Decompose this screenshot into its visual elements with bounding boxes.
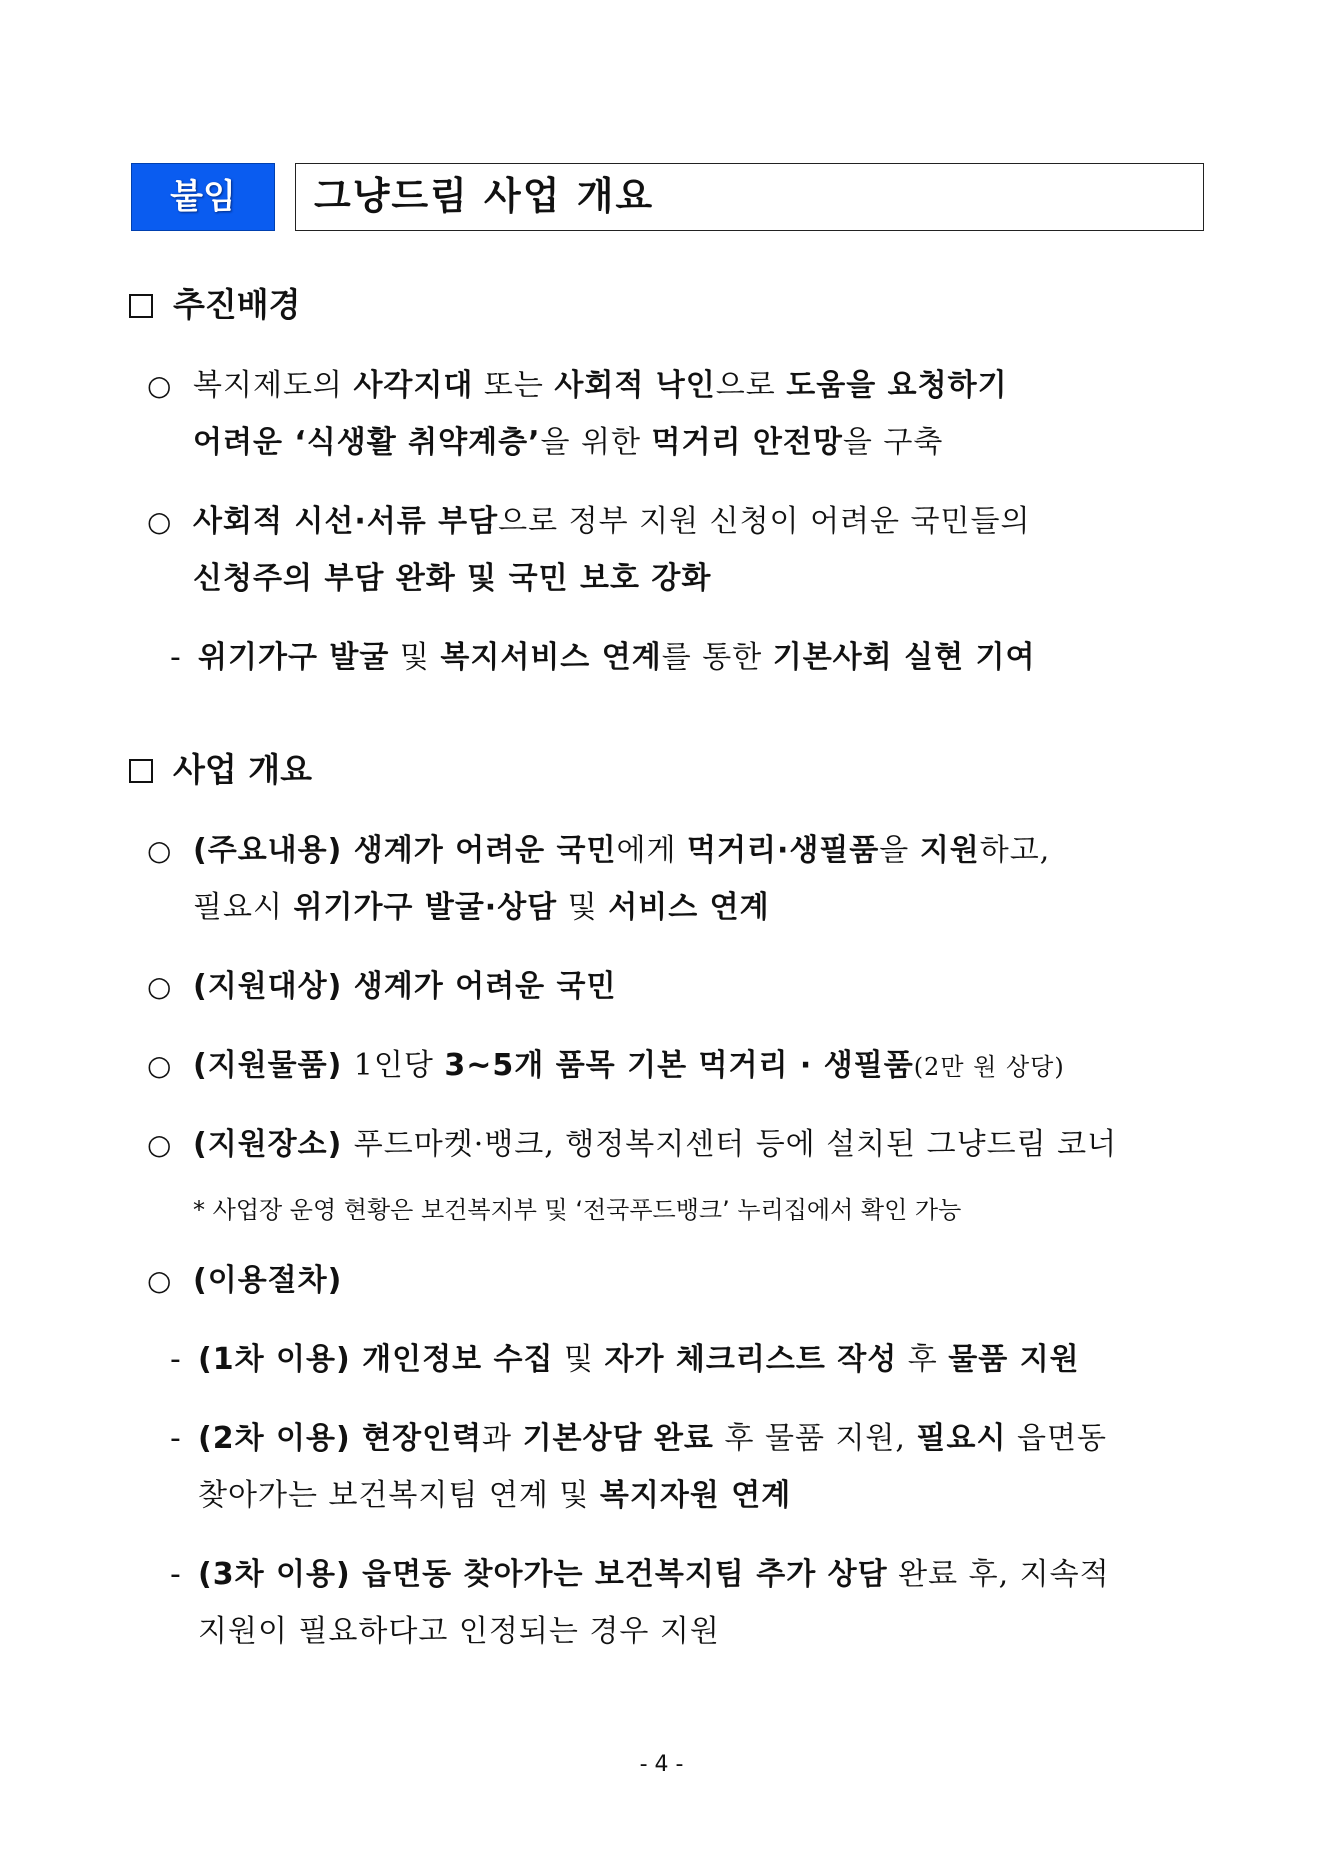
section-heading-background <box>129 285 301 325</box>
text: 를 통한 <box>661 640 773 675</box>
text: 후 <box>897 1342 949 1377</box>
text-bold: 사각지대 <box>353 368 474 403</box>
footnote: * 사업장 운영 현황은 보건복지부 및 ‘전국푸드뱅크’ 누리집에서 확인 가능 <box>193 1196 962 1224</box>
section-heading-overview <box>129 750 312 790</box>
square-bullet-icon <box>129 759 153 783</box>
text-bold: 기본상담 완료 <box>522 1421 714 1456</box>
paragraph-line <box>170 1340 1080 1380</box>
paragraph-line <box>170 1555 1110 1595</box>
text-bold: 서비스 연계 <box>608 890 770 925</box>
text-bold: 물품 지원 <box>948 1342 1080 1377</box>
text-bold: 도움을 요청하기 <box>786 368 1008 403</box>
paragraph-line <box>147 502 1030 542</box>
text-bold: (지원대상) 생계가 어려운 국민 <box>193 969 617 1004</box>
text-bold: (이용절차) <box>193 1263 343 1298</box>
text-bold: 위기가구 발굴·상담 <box>293 890 558 925</box>
paragraph-line <box>147 967 617 1007</box>
dash-bullet: - <box>170 1342 182 1377</box>
paragraph-line <box>170 638 1035 678</box>
dash-bullet: - <box>170 1557 182 1592</box>
paragraph-line <box>147 366 1008 406</box>
circle-bullet-icon: ○ <box>147 1128 173 1161</box>
text-bold: (지원물품) <box>193 1048 354 1083</box>
text: 을 구축 <box>842 425 944 460</box>
text: 완료 후, 지속적 <box>887 1557 1110 1592</box>
text: 필요시 <box>193 890 294 925</box>
paragraph-line <box>147 1125 1117 1165</box>
section-title: 사업 개요 <box>173 750 313 789</box>
text: 과 <box>482 1421 523 1456</box>
text-bold: (지원장소) <box>193 1127 354 1162</box>
circle-bullet-icon: ○ <box>147 1049 173 1082</box>
text: 1인당 <box>353 1048 445 1083</box>
page-title: 그냥드림 사업 개요 <box>295 163 1204 231</box>
text-bold: 사회적 시선·서류 부담 <box>193 504 499 539</box>
paragraph-line <box>193 423 943 463</box>
text: 을 <box>879 833 920 868</box>
square-bullet-icon <box>129 294 153 318</box>
text: 을 위한 <box>540 425 652 460</box>
section-title: 추진배경 <box>173 285 301 324</box>
circle-bullet-icon: ○ <box>147 505 173 538</box>
text-bold: 지원 <box>919 833 980 868</box>
text-bold: (2차 이용) 현장인력 <box>198 1421 483 1456</box>
paragraph-line <box>170 1419 1107 1459</box>
paragraph-line <box>147 1046 1065 1087</box>
dash-bullet: - <box>170 1421 182 1456</box>
text: 및 <box>553 1342 605 1377</box>
dash-bullet: - <box>170 640 182 675</box>
text-bold: 자가 체크리스트 작성 <box>604 1342 898 1377</box>
text: 후 물품 지원, <box>713 1421 917 1456</box>
text-bold: 먹거리·생필품 <box>687 833 880 868</box>
text: 찾아가는 보건복지팀 연계 및 <box>198 1478 600 1513</box>
text-bold: 필요시 <box>916 1421 1007 1456</box>
text-small: (2만 원 상당) <box>913 1053 1065 1081</box>
text: 읍면동 <box>1006 1421 1107 1456</box>
text: 지원이 필요하다고 인정되는 경우 지원 <box>198 1614 720 1649</box>
text-bold: 위기가구 발굴 <box>198 640 390 675</box>
document-header <box>131 163 1204 231</box>
text-bold: 먹거리 안전망 <box>651 425 843 460</box>
paragraph-line <box>198 1476 791 1516</box>
text-bold: (1차 이용) 개인정보 수집 <box>198 1342 554 1377</box>
text: 에게 <box>616 833 688 868</box>
paragraph-line <box>193 559 711 599</box>
attachment-badge: 붙임 <box>131 163 275 231</box>
paragraph-line <box>193 888 770 928</box>
text-bold: 복지자원 연계 <box>599 1478 792 1513</box>
text: 푸드마켓·뱅크, 행정복지센터 등에 설치된 그냥드림 코너 <box>353 1127 1118 1162</box>
circle-bullet-icon: ○ <box>147 369 173 402</box>
circle-bullet-icon: ○ <box>147 970 173 1003</box>
text: 으로 <box>715 368 787 403</box>
text-bold: (3차 이용) 읍면동 찾아가는 보건복지팀 추가 상담 <box>198 1557 888 1592</box>
text: 으로 정부 지원 신청이 어려운 국민들의 <box>498 504 1031 539</box>
text: 및 <box>389 640 441 675</box>
text-bold: 복지서비스 연계 <box>440 640 662 675</box>
text: 하고, <box>979 833 1051 868</box>
text: 및 <box>557 890 609 925</box>
text-bold: 신청주의 부담 완화 및 국민 보호 강화 <box>193 561 712 596</box>
paragraph-line <box>147 1261 342 1301</box>
text-bold: 어려운 ‘식생활 취약계층’ <box>193 425 541 460</box>
text: 또는 <box>473 368 555 403</box>
text-bold: 사회적 낙인 <box>554 368 716 403</box>
text-bold: 기본사회 실현 기여 <box>772 640 1036 675</box>
circle-bullet-icon: ○ <box>147 1264 173 1297</box>
text: 복지제도의 <box>193 368 354 403</box>
page-number: - 4 - <box>639 1752 684 1777</box>
circle-bullet-icon: ○ <box>147 834 173 867</box>
paragraph-line <box>147 831 1050 871</box>
text-bold: 3~5개 품목 기본 먹거리 · 생필품 <box>444 1048 914 1083</box>
paragraph-line <box>198 1612 720 1652</box>
text-bold: (주요내용) 생계가 어려운 국민 <box>193 833 617 868</box>
